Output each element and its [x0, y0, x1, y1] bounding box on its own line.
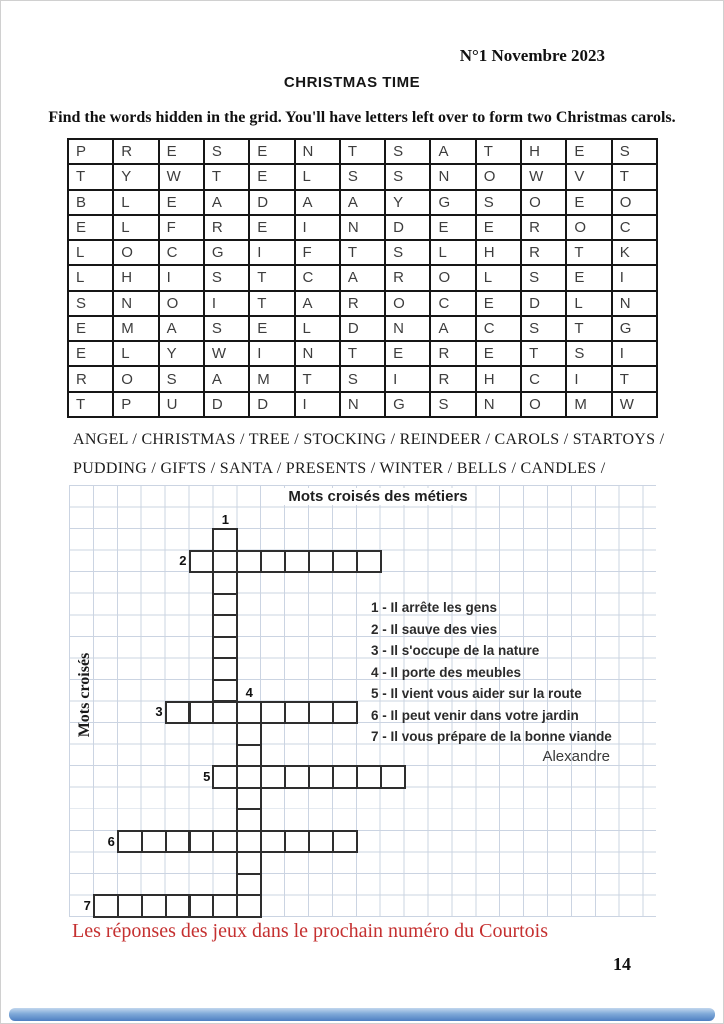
wordsearch-cell: I [296, 393, 341, 418]
wordsearch-cell: A [341, 191, 386, 216]
crossword-cell [141, 894, 167, 918]
wordsearch-cell: O [567, 216, 612, 241]
wordsearch-cell: T [69, 393, 114, 418]
wordsearch-cell: O [386, 292, 431, 317]
wordsearch-cell: F [296, 241, 341, 266]
crossword-cell [165, 830, 191, 854]
wordsearch-cell: D [205, 393, 250, 418]
wordsearch-cell: C [431, 292, 476, 317]
wordsearch-cell: B [69, 191, 114, 216]
wordsearch-cell: O [477, 165, 522, 190]
wordsearch-cell: T [567, 241, 612, 266]
wordsearch-cell: R [386, 266, 431, 291]
crossword-clue: 6 - Il peut venir dans votre jardin [371, 707, 579, 723]
wordsearch-cell: S [522, 266, 567, 291]
wordsearch-cell: E [69, 342, 114, 367]
wordsearch-cell: C [477, 317, 522, 342]
wordsearch-cell: R [522, 241, 567, 266]
wordsearch-cell: L [114, 191, 159, 216]
wordsearch-cell: S [386, 165, 431, 190]
wordsearch-cell: A [296, 191, 341, 216]
crossword-cell [165, 894, 191, 918]
wordsearch-cell: A [431, 317, 476, 342]
wordsearch-cell: C [522, 367, 567, 392]
wordsearch-cell: O [522, 393, 567, 418]
crossword-cell [189, 701, 215, 725]
wordsearch-cell: N [296, 140, 341, 165]
crossword-clue: 1 - Il arrête les gens [371, 600, 498, 615]
wordsearch-cell: L [69, 241, 114, 266]
wordsearch-cell: G [431, 191, 476, 216]
crossword-cell [212, 894, 238, 918]
wordsearch-cell: S [341, 165, 386, 190]
wordsearch-cell: S [69, 292, 114, 317]
crossword-cell [356, 765, 382, 789]
wordsearch-cell: H [522, 140, 567, 165]
wordsearch-cell: R [522, 216, 567, 241]
wordsearch-cell: E [250, 140, 295, 165]
crossword-sheet [69, 485, 656, 917]
wordsearch-cell: Y [114, 165, 159, 190]
crossword-clue: 4 - Il porte des meubles [371, 664, 522, 680]
wordsearch-cell: N [114, 292, 159, 317]
crossword-cell [212, 593, 238, 617]
wordsearch-cell: N [341, 216, 386, 241]
wordsearch-cell: M [567, 393, 612, 418]
wordsearch-cell: H [114, 266, 159, 291]
wordsearch-cell: C [613, 216, 658, 241]
wordsearch-cell: D [386, 216, 431, 241]
wordsearch-cell: H [477, 367, 522, 392]
crossword-cell [260, 830, 286, 854]
wordsearch-cell: E [567, 140, 612, 165]
wordsearch-cell: A [341, 266, 386, 291]
crossword-cell [212, 550, 238, 574]
wordsearch-cell: R [69, 367, 114, 392]
instruction-text: Find the words hidden in the grid. You'll have letters left over to form two Christmas carols. [48, 109, 676, 126]
crossword-cell [308, 830, 334, 854]
wordsearch-cell: E [386, 342, 431, 367]
word-list-line-1: ANGEL / CHRISTMAS / TREE / STOCKING / REINDEER / CAROLS / STARTOYS / [73, 431, 665, 448]
crossword-cell [236, 808, 262, 832]
wordsearch-cell: N [431, 165, 476, 190]
crossword-cell [332, 701, 358, 725]
wordsearch-cell: L [114, 216, 159, 241]
crossword-cell [284, 765, 310, 789]
crossword-cell [212, 571, 238, 595]
wordsearch-cell: M [114, 317, 159, 342]
wordsearch-cell: W [205, 342, 250, 367]
wordsearch-cell: C [296, 266, 341, 291]
wordsearch-cell: Y [386, 191, 431, 216]
wordsearch-cell: T [69, 165, 114, 190]
wordsearch-cell: E [477, 292, 522, 317]
crossword-cell [212, 614, 238, 638]
crossword-cell [284, 550, 310, 574]
wordsearch-cell: O [613, 191, 658, 216]
wordsearch-cell: N [477, 393, 522, 418]
wordsearch-cell: S [205, 140, 250, 165]
wordsearch-cell: E [431, 216, 476, 241]
wordsearch-cell: E [69, 216, 114, 241]
wordsearch-cell: I [205, 292, 250, 317]
wordsearch-cell: I [613, 342, 658, 367]
wordsearch-cell: G [386, 393, 431, 418]
crossword-cell [284, 830, 310, 854]
wordsearch-cell: H [477, 241, 522, 266]
crossword-cell [332, 550, 358, 574]
crossword-cell [189, 894, 215, 918]
crossword-cell [260, 701, 286, 725]
wordsearch-cell: A [160, 317, 205, 342]
wordsearch-cell: N [613, 292, 658, 317]
wordsearch-cell: V [567, 165, 612, 190]
wordsearch-cell: I [250, 241, 295, 266]
wordsearch-cell: T [613, 165, 658, 190]
wordsearch-cell: I [613, 266, 658, 291]
wordsearch-cell: F [160, 216, 205, 241]
wordsearch-cell: I [160, 266, 205, 291]
wordsearch-cell: S [477, 191, 522, 216]
crossword-title: Mots croisés des métiers [280, 488, 475, 505]
wordsearch-cell: I [567, 367, 612, 392]
wordsearch-cell: L [567, 292, 612, 317]
crossword-cell [332, 765, 358, 789]
wordsearch-cell: R [205, 216, 250, 241]
wordsearch-cell: G [205, 241, 250, 266]
word-list-line-2: PUDDING / GIFTS / SANTA / PRESENTS / WINTER / BELLS / CANDLES / [73, 460, 606, 477]
wordsearch-cell: L [296, 165, 341, 190]
wordsearch-cell: T [296, 367, 341, 392]
wordsearch-cell: L [114, 342, 159, 367]
wordsearch-cell: I [296, 216, 341, 241]
wordsearch-cell: N [296, 342, 341, 367]
crossword-author: Alexandre [542, 748, 610, 765]
wordsearch-cell: E [160, 140, 205, 165]
wordsearch-cell: E [250, 165, 295, 190]
wordsearch-cell: R [431, 342, 476, 367]
crossword-number: 3 [155, 704, 163, 720]
wordsearch-cell: L [431, 241, 476, 266]
wordsearch-cell: P [69, 140, 114, 165]
crossword-cell [141, 830, 167, 854]
crossword-cell [212, 636, 238, 660]
wordsearch-cell: C [160, 241, 205, 266]
wordsearch-cell: D [522, 292, 567, 317]
wordsearch-cell: R [341, 292, 386, 317]
page-title: CHRISTMAS TIME [283, 74, 421, 91]
wordsearch-cell: O [160, 292, 205, 317]
wordsearch-cell: A [431, 140, 476, 165]
crossword-number: 1 [221, 512, 229, 528]
crossword-cell [212, 679, 238, 703]
wordsearch-cell: L [296, 317, 341, 342]
wordsearch-cell: N [341, 393, 386, 418]
wordsearch-cell: E [567, 266, 612, 291]
wordsearch-cell: S [431, 393, 476, 418]
wordsearch-cell: S [567, 342, 612, 367]
crossword-cell [236, 722, 262, 746]
wordsearch-cell: O [114, 241, 159, 266]
crossword-cell [93, 894, 119, 918]
page-number: 14 [613, 954, 631, 974]
bottom-page-border [9, 1008, 715, 1021]
crossword-cell [212, 830, 238, 854]
crossword-cell [236, 830, 262, 854]
crossword-cell [380, 765, 406, 789]
crossword-cell [189, 830, 215, 854]
crossword-cell [308, 701, 334, 725]
wordsearch-cell: G [613, 317, 658, 342]
crossword-cell [236, 787, 262, 811]
crossword-cell [260, 550, 286, 574]
crossword-clue: 7 - Il vous prépare de la bonne viande [371, 729, 612, 745]
wordsearch-cell: W [522, 165, 567, 190]
wordsearch-cell: A [296, 292, 341, 317]
crossword-clue: 5 - Il vient vous aider sur la route [371, 686, 582, 702]
crossword-cell [308, 765, 334, 789]
crossword-number: 6 [107, 833, 115, 849]
wordsearch-cell: T [205, 165, 250, 190]
crossword-cell [236, 744, 262, 768]
wordsearch-cell: S [160, 367, 205, 392]
wordsearch-cell: I [250, 342, 295, 367]
wordsearch-cell: E [567, 191, 612, 216]
wordsearch-cell: R [431, 367, 476, 392]
crossword-cell [117, 830, 143, 854]
crossword-cell [212, 765, 238, 789]
crossword-clues [371, 597, 612, 748]
crossword-clue: 3 - Il s'occupe de la nature [371, 643, 540, 659]
wordsearch-cell: A [205, 191, 250, 216]
wordsearch-cell: D [250, 393, 295, 418]
wordsearch-cell: S [341, 367, 386, 392]
crossword-cell [117, 894, 143, 918]
wordsearch-cell: K [613, 241, 658, 266]
wordsearch-cell: T [341, 342, 386, 367]
wordsearch-cell: W [160, 165, 205, 190]
crossword-cell [356, 550, 382, 574]
crossword-cell [236, 701, 262, 725]
wordsearch-cell: A [205, 367, 250, 392]
crossword-number: 2 [179, 553, 187, 569]
wordsearch-cell: E [477, 342, 522, 367]
wordsearch-cell: T [613, 367, 658, 392]
wordsearch-cell: E [160, 191, 205, 216]
crossword-cell [260, 765, 286, 789]
crossword-clue: 2 - Il sauve des vies [371, 621, 498, 637]
wordsearch-cell: I [386, 367, 431, 392]
wordsearch-cell: T [250, 292, 295, 317]
crossword-cell [236, 550, 262, 574]
wordsearch-cell: T [341, 241, 386, 266]
wordsearch-cell: S [386, 140, 431, 165]
wordsearch-cell: O [114, 367, 159, 392]
wordsearch-cell: E [250, 216, 295, 241]
wordsearch-cell: T [477, 140, 522, 165]
footer-note: Les réponses des jeux dans le prochain numéro du Courtois [72, 920, 549, 942]
wordsearch-cell: E [477, 216, 522, 241]
wordsearch-cell: Y [160, 342, 205, 367]
issue-number: N°1 Novembre 2023 [459, 46, 605, 65]
wordsearch-cell: O [431, 266, 476, 291]
wordsearch-cell: N [386, 317, 431, 342]
crossword-number: 4 [245, 684, 253, 700]
crossword-cell [165, 701, 191, 725]
wordsearch-cell: S [205, 266, 250, 291]
wordsearch-cell: L [69, 266, 114, 291]
crossword-side-label: Mots croisés [76, 652, 93, 738]
crossword-cell [236, 765, 262, 789]
wordsearch-cell: E [69, 317, 114, 342]
crossword-cell [212, 528, 238, 552]
crossword-cell [332, 830, 358, 854]
crossword-cell [308, 550, 334, 574]
wordsearch-cell: R [114, 140, 159, 165]
crossword-cell [236, 851, 262, 875]
wordsearch-cell: U [160, 393, 205, 418]
wordsearch-cell: S [205, 317, 250, 342]
wordsearch-cell: O [522, 191, 567, 216]
wordsearch-cell: D [341, 317, 386, 342]
wordsearch-cell: S [613, 140, 658, 165]
wordsearch-cell: T [522, 342, 567, 367]
crossword-cell [236, 873, 262, 897]
wordsearch-cell: E [250, 317, 295, 342]
wordsearch-cell: W [613, 393, 658, 418]
wordsearch-cell: D [250, 191, 295, 216]
wordsearch-cell: S [386, 241, 431, 266]
wordsearch-cell: T [567, 317, 612, 342]
wordsearch-cell: P [114, 393, 159, 418]
wordsearch-cell: T [250, 266, 295, 291]
crossword-number: 7 [83, 898, 91, 914]
crossword-number: 5 [203, 768, 211, 784]
wordsearch-cell: L [477, 266, 522, 291]
wordsearch-cell: M [250, 367, 295, 392]
crossword-cell [189, 550, 215, 574]
wordsearch-cell: S [522, 317, 567, 342]
crossword-cell [212, 701, 238, 725]
wordsearch-cell: T [341, 140, 386, 165]
crossword-cell [236, 894, 262, 918]
crossword-cell [284, 701, 310, 725]
wordsearch-grid [67, 138, 658, 418]
crossword-cell [212, 657, 238, 681]
